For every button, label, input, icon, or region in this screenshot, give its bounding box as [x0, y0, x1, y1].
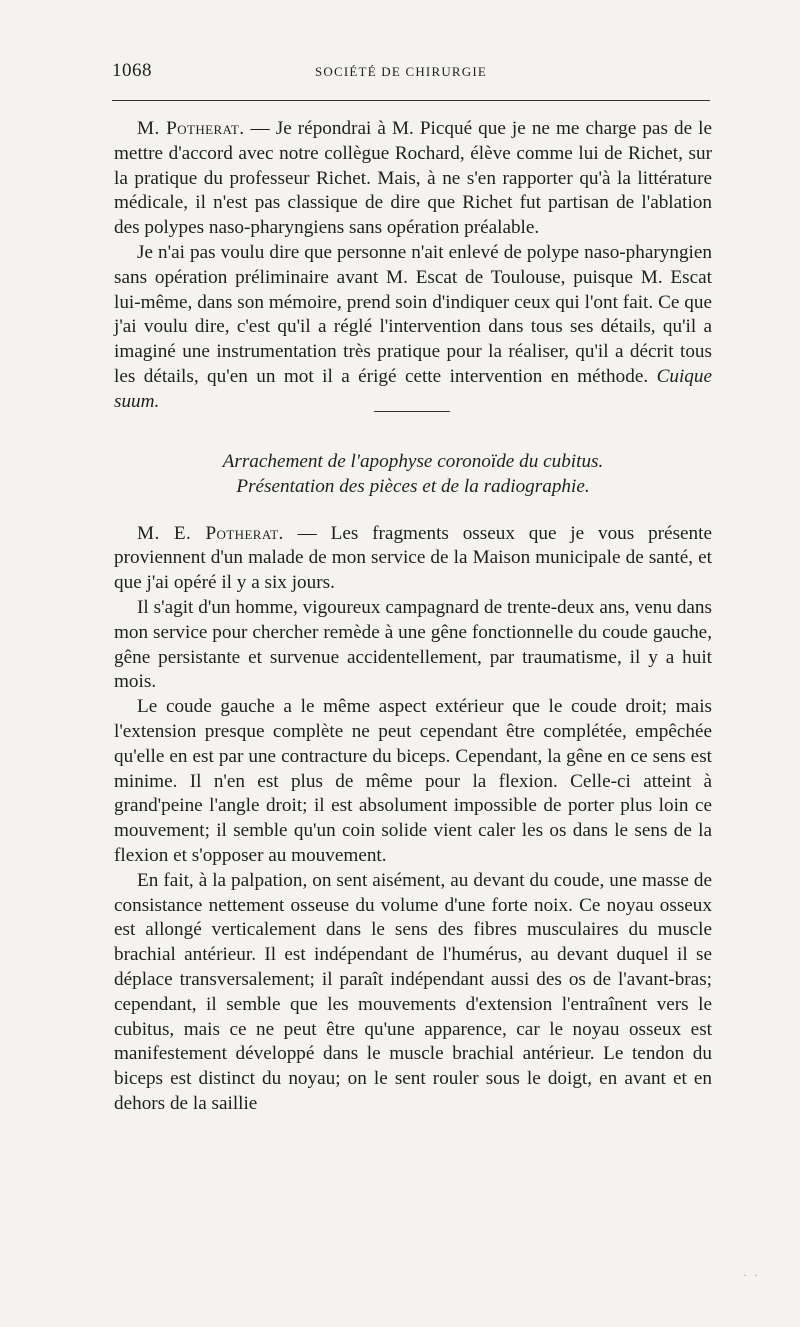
paragraph-text: Je n'ai pas voulu dire que personne n'ait enlevé de polype naso-pharyngien sans opération préliminaire avant M. Escat de Toulouse, puisque M. Escat lui-même, dans son mémoire, prend soin d'indiquer ceux qui l'ont fait. Ce que j'ai voulu dire, c'est qu'il a réglé l'intervention dans tous ses détails, qu'il a imaginé une instrumentation très pratique pour la réaliser, qu'il a décrit tous les détails, qu'en un mot il a érigé cette intervention en méthode. [114, 241, 712, 387]
paragraph-text: — Je répondrai à M. Picqué que je ne me charge pas de le mettre d'accord avec notre collègue Rochard, élève comme lui de Richet, sur la pratique du professeur Richet. Mais, à ne s'en rapporter qu'à la littérature médicale, il n'est pas classique de dire que Richet fut partisan de l'ablation des polypes naso-pharyngiens sans opération préalable. [114, 118, 712, 239]
speaker-name: M. Potherat. [137, 118, 245, 139]
page-header [112, 60, 710, 86]
paragraph-fragments [114, 522, 712, 596]
section-separator [374, 411, 450, 412]
section-title [114, 449, 712, 499]
body-text [114, 117, 712, 1117]
paragraph-palpation: En fait, à la palpation, on sent aisément, au devant du coude, une masse de consistance nettement osseuse du volume d'une forte noix. Ce noyau osseux est allongé verticalement dans le sens des fibres musculaires du muscle brachial antérieur. Il est indépendant de l'humérus, au devant duquel il se déplace transversalement; il paraît indépendant aussi des os de l'avant-bras; cependant, il semble que les mouvements d'extension l'entraînent vers le cubitus, mais ce ne peut être qu'une apparence, car le noyau osseux est manifestement développé dans le muscle brachial antérieur. Le tendon du biceps est distinct du noyau; on le sent rouler sous le doigt, en avant et en dehors de la saillie [114, 869, 712, 1114]
paragraph-patient: Il s'agit d'un homme, vigoureux campagnard de trente-deux ans, venu dans mon service pour chercher remède à une gêne fonctionnelle du coude gauche, gêne persistante et survenue accidentellement, par traumatisme, il y a huit mois. [114, 596, 712, 693]
paragraph-text: — Les fragments osseux que je vous présente proviennent d'un malade de mon service de la Maison municipale de santé, et que j'ai opéré il y a six jours. [114, 522, 712, 594]
latin-phrase: Cuique suum. [114, 365, 713, 412]
paragraph-elbow-exam: Le coude gauche a le même aspect extérieur que le coude droit; mais l'extension presque complète ne peut cependant être complétée, empêchée qu'elle en est par une contracture du biceps. Cependant, la gêne en ce sens est minime. Il n'en est plus de même pour la flexion. Celle-ci atteint à grand'peine l'angle droit; il est absolument impossible de porter plus loin ce mouvement; il semble qu'un coin solide vient caler les os dans le sens de la flexion et s'opposer au mouvement. [114, 696, 712, 866]
page-edge-marks: · · [743, 1268, 760, 1282]
page-number: 1068 [112, 60, 152, 81]
section-title-line-2: Présentation des pièces et de la radiographie. [236, 475, 590, 497]
speaker-name: M. E. Potherat. [137, 522, 284, 544]
paragraph-potherat-reply [114, 117, 712, 241]
running-head: SOCIÉTÉ DE CHIRURGIE [315, 64, 488, 79]
section-title-line-1: Arrachement de l'apophyse coronoïde du cubitus. [222, 450, 604, 472]
paragraph-escat-method [114, 241, 712, 415]
header-rule [112, 100, 710, 101]
